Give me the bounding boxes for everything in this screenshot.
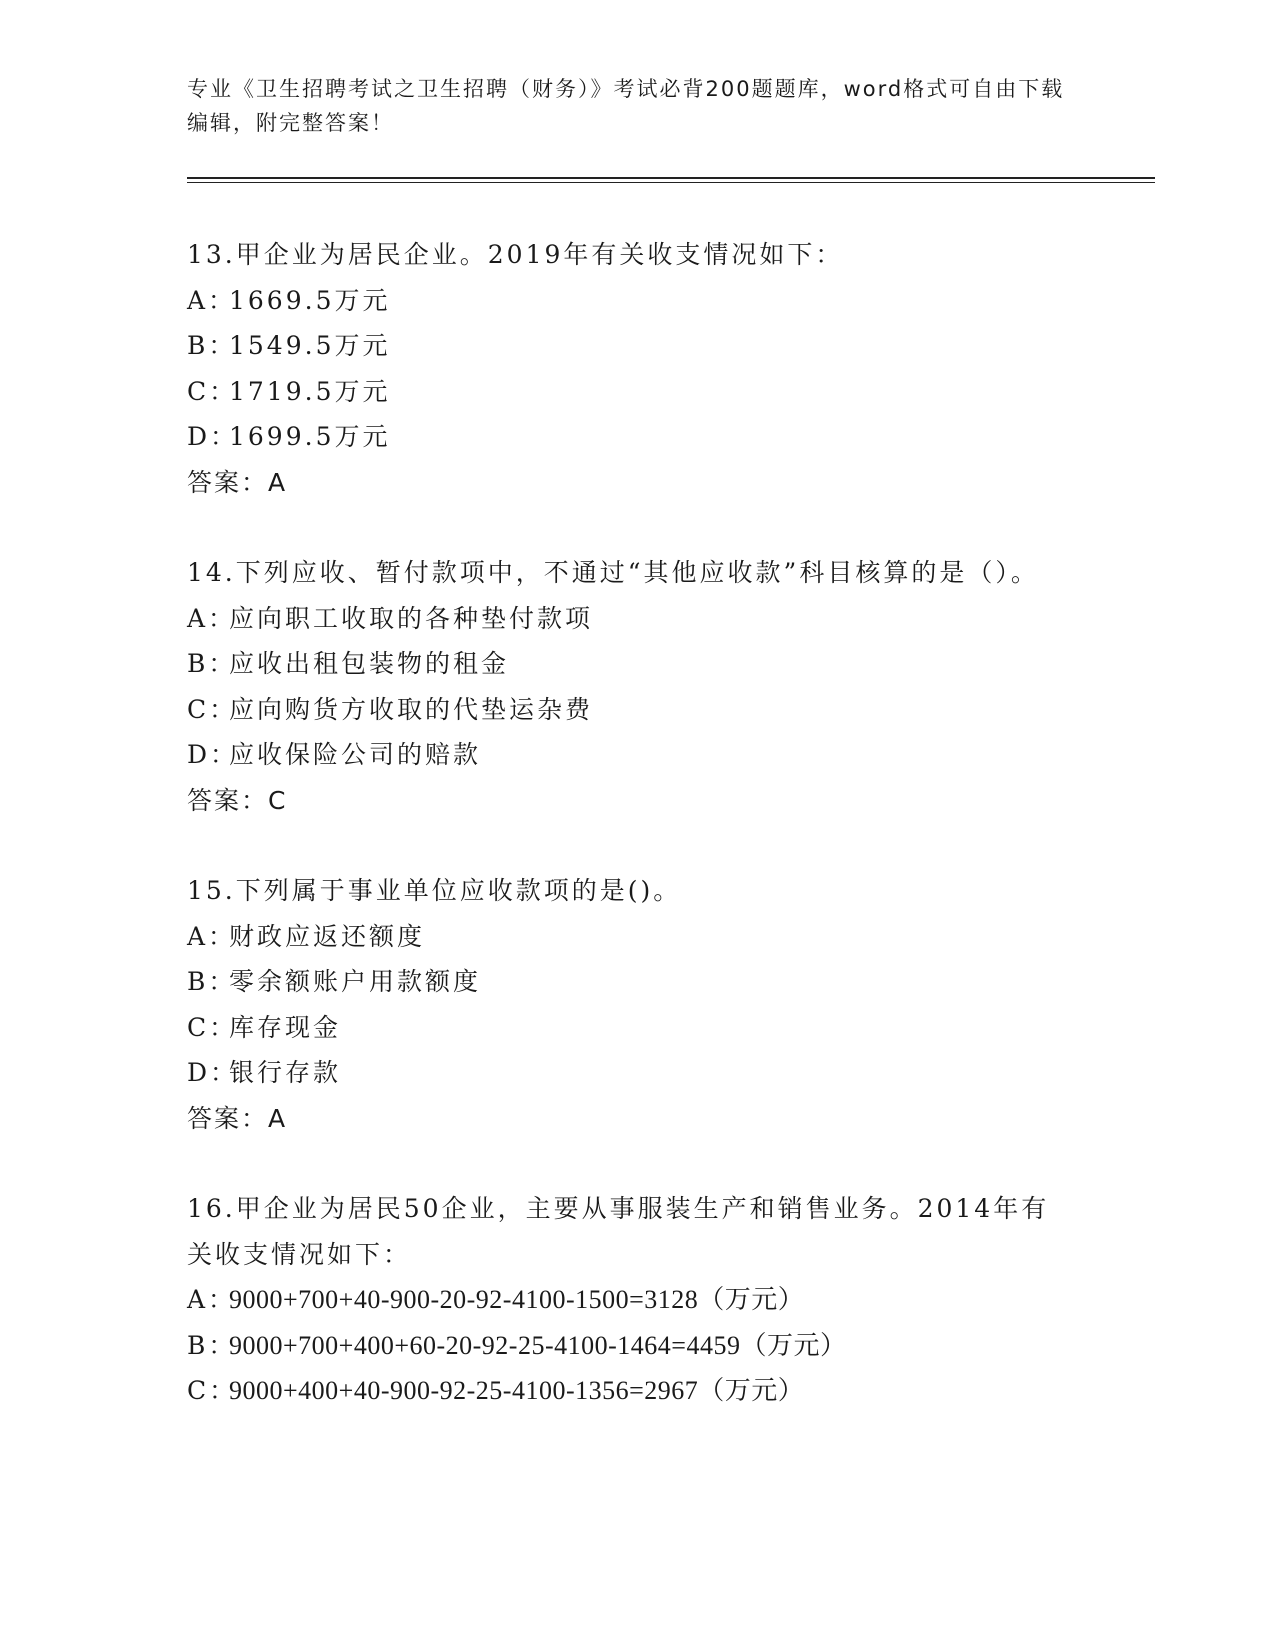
option-letter: A：: [187, 921, 237, 951]
option-text: 财政应返还额度: [229, 921, 426, 951]
option-text: 应收保险公司的赔款: [229, 740, 482, 769]
option-letter: B：: [187, 331, 237, 360]
option-letter: A：: [187, 1285, 237, 1314]
option-b: [187, 959, 1067, 1005]
option-letter: C：: [187, 694, 238, 724]
option-text: 应向购货方收取的代垫运杂费: [229, 694, 594, 724]
option-letter: A：: [187, 603, 237, 633]
header-divider-thin: [187, 182, 1155, 183]
option-c: [187, 1368, 1067, 1414]
option-text: 库存现金: [229, 1012, 342, 1042]
option-a: [187, 278, 1067, 324]
option-letter: D：: [187, 422, 239, 451]
option-text: 1669.5万元: [229, 285, 391, 315]
option-letter: D：: [187, 1058, 239, 1087]
option-letter: D：: [187, 740, 239, 769]
option-a: [187, 914, 1067, 960]
option-b: [187, 323, 1067, 369]
question-15: [187, 868, 1067, 1141]
option-text: 9000+700+400+60-20-92-25-4100-1464=4459（万元）: [229, 1330, 847, 1360]
option-text: 9000+400+40-900-92-25-4100-1356=2967（万元）: [229, 1376, 805, 1405]
header-divider-thick: [187, 177, 1155, 179]
question-list: [187, 232, 1067, 1459]
question-stem: 15.下列属于事业单位应收款项的是()。: [187, 876, 682, 905]
question-16: [187, 1186, 1067, 1414]
option-letter: B：: [187, 649, 237, 678]
option-text: 1699.5万元: [229, 422, 391, 451]
answer-line: 答案：A: [187, 467, 288, 497]
answer-line: 答案：C: [187, 785, 288, 815]
question-stem: 13.甲企业为居民企业。2019年有关收支情况如下：: [187, 240, 844, 269]
option-c: [187, 1005, 1067, 1051]
option-d: [187, 414, 1067, 460]
option-letter: C：: [187, 1012, 238, 1042]
option-letter: B：: [187, 967, 237, 996]
option-a: [187, 1277, 1067, 1323]
option-c: [187, 687, 1067, 733]
question-stem: 14.下列应收、暂付款项中，不通过“其他应收款”科目核算的是（）。: [187, 558, 1039, 587]
option-b: [187, 1323, 1067, 1369]
question-13: [187, 232, 1067, 505]
option-text: 1549.5万元: [229, 331, 391, 360]
option-text: 1719.5万元: [229, 376, 391, 406]
option-letter: C：: [187, 376, 238, 406]
question-stem: 16.甲企业为居民50企业，主要从事服装生产和销售业务。2014年有关收支情况如下：: [187, 1194, 1050, 1269]
option-letter: C：: [187, 1376, 238, 1405]
option-letter: B：: [187, 1330, 237, 1360]
option-text: 银行存款: [229, 1058, 342, 1087]
option-text: 零余额账户用款额度: [229, 967, 482, 996]
option-text: 应向职工收取的各种垫付款项: [229, 603, 594, 633]
option-d: [187, 732, 1067, 778]
document-header: 专业《卫生招聘考试之卫生招聘（财务）》考试必背200题题库，word格式可自由下载编辑，附完整答案！: [187, 77, 1065, 135]
option-letter: A：: [187, 285, 237, 315]
answer-line: 答案：A: [187, 1103, 288, 1133]
option-b: [187, 641, 1067, 687]
option-text: 应收出租包装物的租金: [229, 649, 510, 678]
option-a: [187, 596, 1067, 642]
question-14: [187, 550, 1067, 823]
option-d: [187, 1050, 1067, 1096]
option-text: 9000+700+40-900-20-92-4100-1500=3128（万元）: [229, 1285, 805, 1314]
option-c: [187, 369, 1067, 415]
